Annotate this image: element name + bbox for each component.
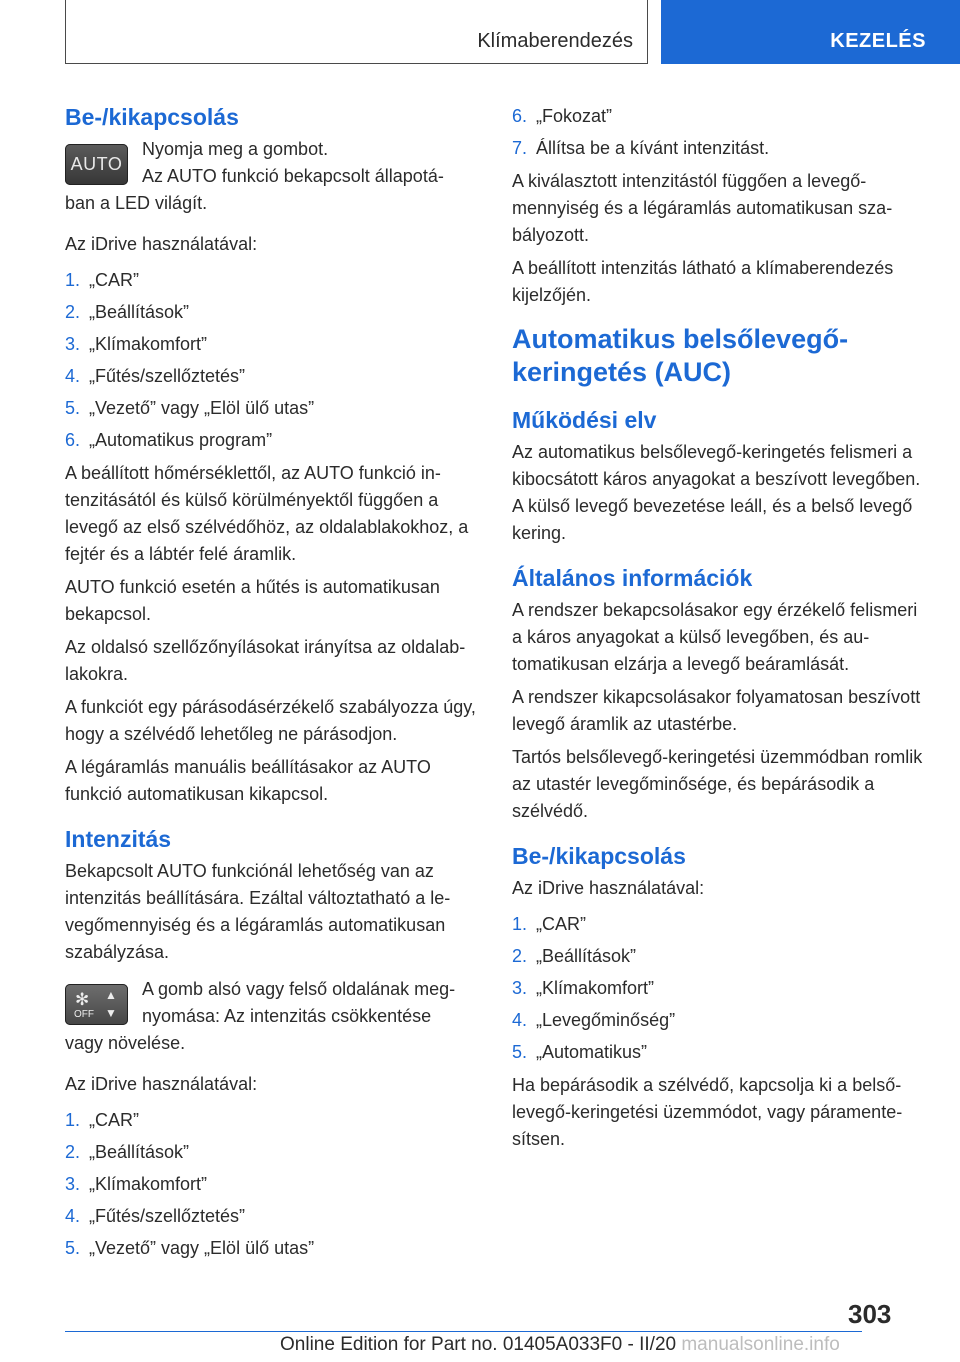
list-item: 1. „CAR”	[512, 914, 586, 934]
auto-instruction: Nyomja meg a gombot.	[142, 139, 329, 159]
list-item: 6. „Automatikus program”	[65, 430, 273, 450]
left-column	[65, 100, 480, 1268]
paragraph: Tartós belsőlevegő-keringetési üzemmódban romlik az utastér levegőminősége, és bepárásodik a szélvédő.	[512, 747, 923, 821]
list-item: 3. „Klímakomfort”	[65, 1174, 208, 1194]
paragraph: AUTO funkció esetén a hűtés is automatikusan bekapcsol.	[65, 577, 440, 624]
idrive-intro: Az iDrive használatával:	[512, 878, 705, 898]
paragraph: Bekapcsolt AUTO funkciónál lehetőség van az intenzitás beállítására. Ezáltal változtatható a levegőmennyiség és a légáramlás automatikusan szabályzása.	[65, 861, 451, 962]
list-item: 3. „Klímakomfort”	[512, 978, 655, 998]
paragraph: A rendszer bekapcsolásakor egy érzékelő felismeri a káros anyagokat a külső levegőben, és automatikusan elzárja a levegő beáramlását.	[512, 600, 918, 674]
idrive-intro: Az iDrive használatával:	[65, 1074, 258, 1094]
paragraph: A beállított intenzitás látható a klímaberendezés kijelzőjén.	[512, 258, 894, 305]
list-item: 4. „Levegőminőség”	[512, 1010, 676, 1030]
steps-list-auto	[65, 264, 480, 456]
list-item: 7. Állítsa be a kívánt intenzitást.	[512, 138, 770, 158]
page-number: 303	[848, 1299, 892, 1329]
list-item: 4. „Fűtés/szellőztetés”	[65, 1206, 246, 1226]
list-item: 5. „Automatikus”	[512, 1042, 648, 1062]
footer-divider	[65, 1331, 862, 1332]
edition-text: Online Edition for Part no. 01405A033F0 - II/20	[280, 1334, 677, 1355]
idrive-intro: Az iDrive használatával:	[65, 234, 258, 254]
heading-auc: Automatikus belsőlevegő-keringetés (AUC)	[512, 324, 849, 387]
paragraph: A beállított hőmérséklettől, az AUTO funkció intenzitásától és külső körülményektől függően a levegő az első szélvédőhöz, az oldalablakokhoz, a fejtér és a lábtér felé áramlik.	[65, 463, 469, 564]
auto-button-icon: AUTO	[65, 144, 128, 185]
list-item: 6. „Fokozat”	[512, 106, 613, 126]
heading-on-off: Be-/kikapcsolás	[65, 104, 239, 130]
steps-list-intensity	[65, 1104, 480, 1264]
list-item: 5. „Vezető” vagy „Elöl ülő utas”	[65, 1238, 315, 1258]
heading-intensity: Intenzitás	[65, 826, 172, 852]
paragraph: Az automatikus belsőlevegő-keringetés felismeri a kibocsátott káros anyagokat a beszívott levegőben. A külső levegő bevezetése leáll, és a belső levegő kering.	[512, 442, 921, 543]
fan-text-2: nyomása: Az intenzitás csökkentése	[142, 1006, 432, 1026]
chapter-title: Klímaberendezés	[477, 30, 633, 52]
list-item: 2. „Beállítások”	[512, 946, 637, 966]
steps-list-auc	[512, 908, 927, 1068]
list-item: 2. „Beállítások”	[65, 302, 190, 322]
paragraph: A kiválasztott intenzitástól függően a levegőmennyiség és a légáramlás automatikusan szabályozott.	[512, 171, 893, 245]
paragraph: A légáramlás manuális beállításakor az AUTO funkció automatikusan kikapcsol.	[65, 757, 431, 804]
paragraph: Az oldalsó szellőzőnyílásokat irányítsa az oldalablakokra.	[65, 637, 466, 684]
heading-principle: Működési elv	[512, 407, 657, 433]
fan-button-paragraph	[65, 976, 480, 1057]
auto-led-text-b: ban a LED világít.	[65, 193, 208, 213]
list-item: 4. „Fűtés/szellőztetés”	[65, 366, 246, 386]
list-item: 5. „Vezető” vagy „Elöl ülő utas”	[65, 398, 315, 418]
paragraph: A rendszer kikapcsolásakor folyamatosan beszívott levegő áramlik az utastérbe.	[512, 687, 921, 734]
off-label: OFF	[74, 1009, 94, 1020]
auto-button-paragraph	[65, 136, 480, 217]
list-item: 2. „Beállítások”	[65, 1142, 190, 1162]
list-item: 1. „CAR”	[65, 270, 139, 290]
section-tab	[661, 0, 960, 64]
fan-text-1: A gomb alsó vagy felső oldalának meg-	[142, 979, 456, 999]
paragraph: A funkciót egy párásodásérzékelő szabályozza úgy, hogy a szélvédő lehetőleg ne párásodjon.	[65, 697, 476, 744]
footer-edition	[280, 1334, 840, 1356]
right-column	[512, 100, 927, 1159]
paragraph: Ha bepárásodik a szélvédő, kapcsolja ki a belsőlevegő-keringetési üzemmódot, vagy páramentesítsen.	[512, 1075, 903, 1149]
list-item: 1. „CAR”	[65, 1110, 139, 1130]
arrow-up-icon: ▲	[105, 988, 117, 1002]
auto-led-text-a: Az AUTO funkció bekapcsolt állapotá-	[142, 166, 444, 186]
heading-on-off-auc: Be-/kikapcsolás	[512, 843, 686, 869]
fan-text-3: vagy növelése.	[65, 1033, 186, 1053]
fan-intensity-button-icon	[65, 984, 128, 1025]
watermark-text: manualsonline.info	[676, 1334, 840, 1355]
fan-icon: ✻	[75, 990, 90, 1009]
section-tab-label: KEZELÉS	[830, 30, 926, 52]
arrow-down-icon: ▼	[105, 1006, 117, 1020]
steps-list-continued	[512, 100, 927, 164]
list-item: 3. „Klímakomfort”	[65, 334, 208, 354]
heading-general-info: Általános információk	[512, 565, 753, 591]
header-chapter-box	[65, 0, 648, 64]
